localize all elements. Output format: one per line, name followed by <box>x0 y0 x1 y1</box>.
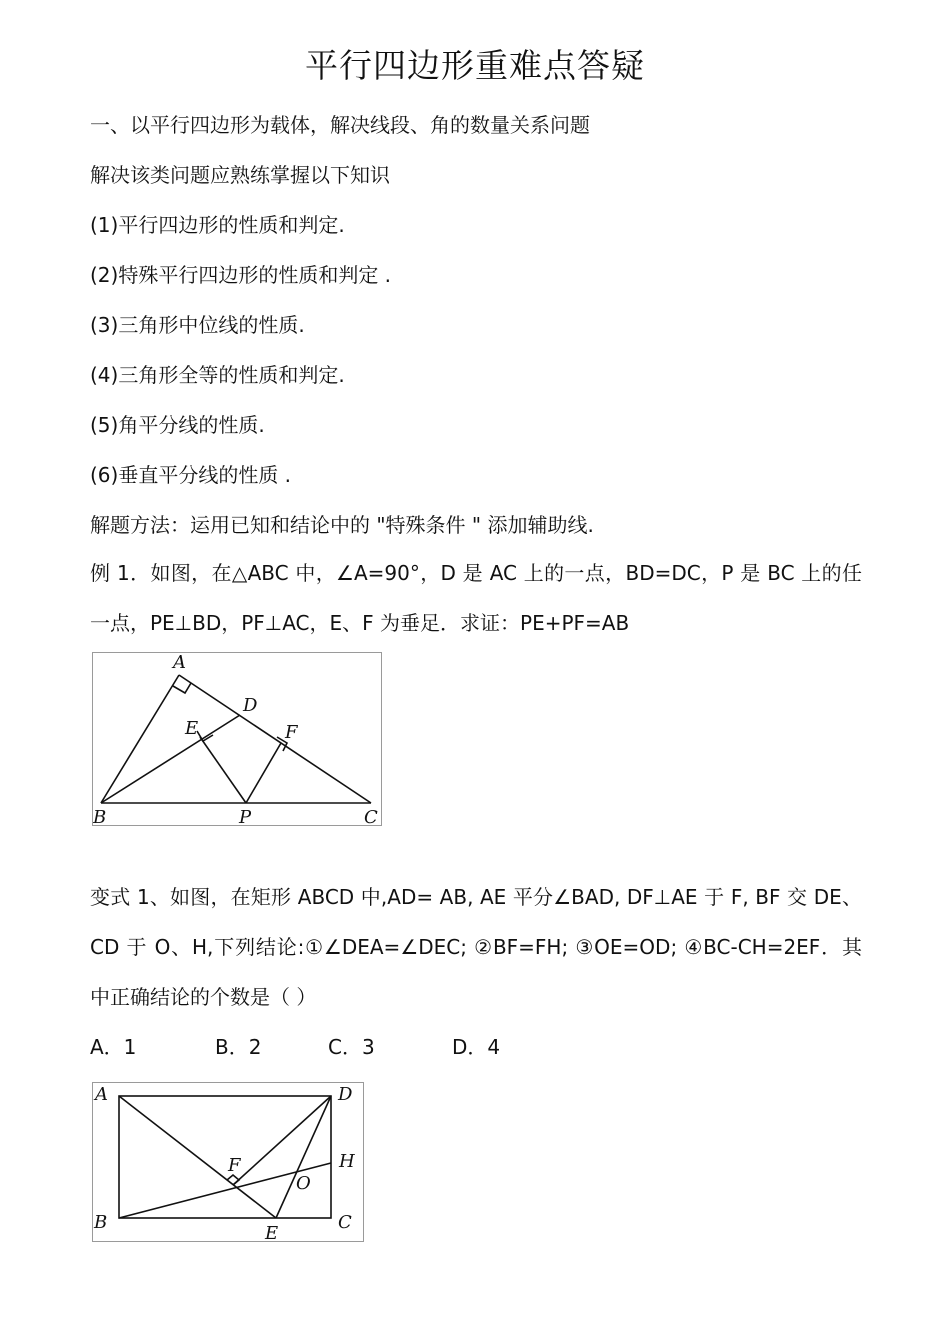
rectangle-abcd <box>119 1096 331 1218</box>
knowledge-item-6: (6)垂直平分线的性质 . <box>90 463 292 487</box>
choice-c: C．3 <box>328 1035 375 1059</box>
label-o: O <box>296 1173 311 1194</box>
label-f: F <box>228 1155 241 1176</box>
segment-ab <box>101 675 179 803</box>
segment-pf <box>246 743 281 803</box>
knowledge-item-1: (1)平行四边形的性质和判定. <box>90 213 345 237</box>
knowledge-item-3: (3)三角形中位线的性质. <box>90 313 305 337</box>
segment-pe <box>200 737 246 803</box>
choice-d: D．4 <box>452 1035 501 1059</box>
label-f: F <box>285 722 298 743</box>
variant-1-text: 变式 1、如图，在矩形 ABCD 中,AD= AB, AE 平分∠BAD, DF⊥AE 于 F, BF 交 DE、CD 于 O、H,下列结论:①∠DEA=∠DEC; ②BF=FH; ③OE=OD; ④BC-CH=2EF．其中正确结论的个数是（ ） <box>90 885 862 1009</box>
choice-a: A．1 <box>90 1035 137 1059</box>
label-c: C <box>338 1212 352 1233</box>
knowledge-intro: 解决该类问题应熟练掌握以下知识 <box>90 163 390 187</box>
answer-choices <box>90 1032 500 1062</box>
right-angle-e <box>197 731 213 741</box>
right-angle-a <box>173 683 191 693</box>
label-h: H <box>339 1151 355 1172</box>
example-1-text: 例 1．如图，在△ABC 中，∠A=90°，D 是 AC 上的一点，BD=DC，P 是 BC 上的任一点，PE⊥BD，PF⊥AC，E、F 为垂足．求证：PE+PF=AB <box>90 561 862 635</box>
label-e: E <box>185 718 199 739</box>
knowledge-item-5: (5)角平分线的性质. <box>90 413 265 437</box>
label-d: D <box>338 1084 353 1105</box>
document-title: 平行四边形重难点答疑 <box>305 46 645 85</box>
label-b: B <box>94 1212 108 1233</box>
segment-bd <box>101 715 240 803</box>
segment-ae <box>119 1096 276 1218</box>
figure-1-triangle <box>92 652 382 826</box>
knowledge-item-2: (2)特殊平行四边形的性质和判定 . <box>90 263 392 287</box>
section-heading: 一、以平行四边形为载体，解决线段、角的数量关系问题 <box>90 113 590 137</box>
segment-df <box>233 1096 331 1185</box>
right-angle-f <box>227 1175 239 1185</box>
label-c: C <box>364 807 378 825</box>
label-d: D <box>243 695 258 716</box>
segment-de <box>276 1096 331 1218</box>
label-a: A <box>95 1084 108 1105</box>
label-a: A <box>173 653 186 673</box>
choice-b: B．2 <box>215 1035 262 1059</box>
label-b: B <box>93 807 107 825</box>
solving-method: 解题方法：运用已知和结论中的 "特殊条件 " 添加辅助线. <box>90 513 594 537</box>
knowledge-item-4: (4)三角形全等的性质和判定. <box>90 363 345 387</box>
label-e: E <box>265 1223 279 1241</box>
figure-2-rectangle <box>92 1082 364 1242</box>
label-p: P <box>239 807 252 825</box>
